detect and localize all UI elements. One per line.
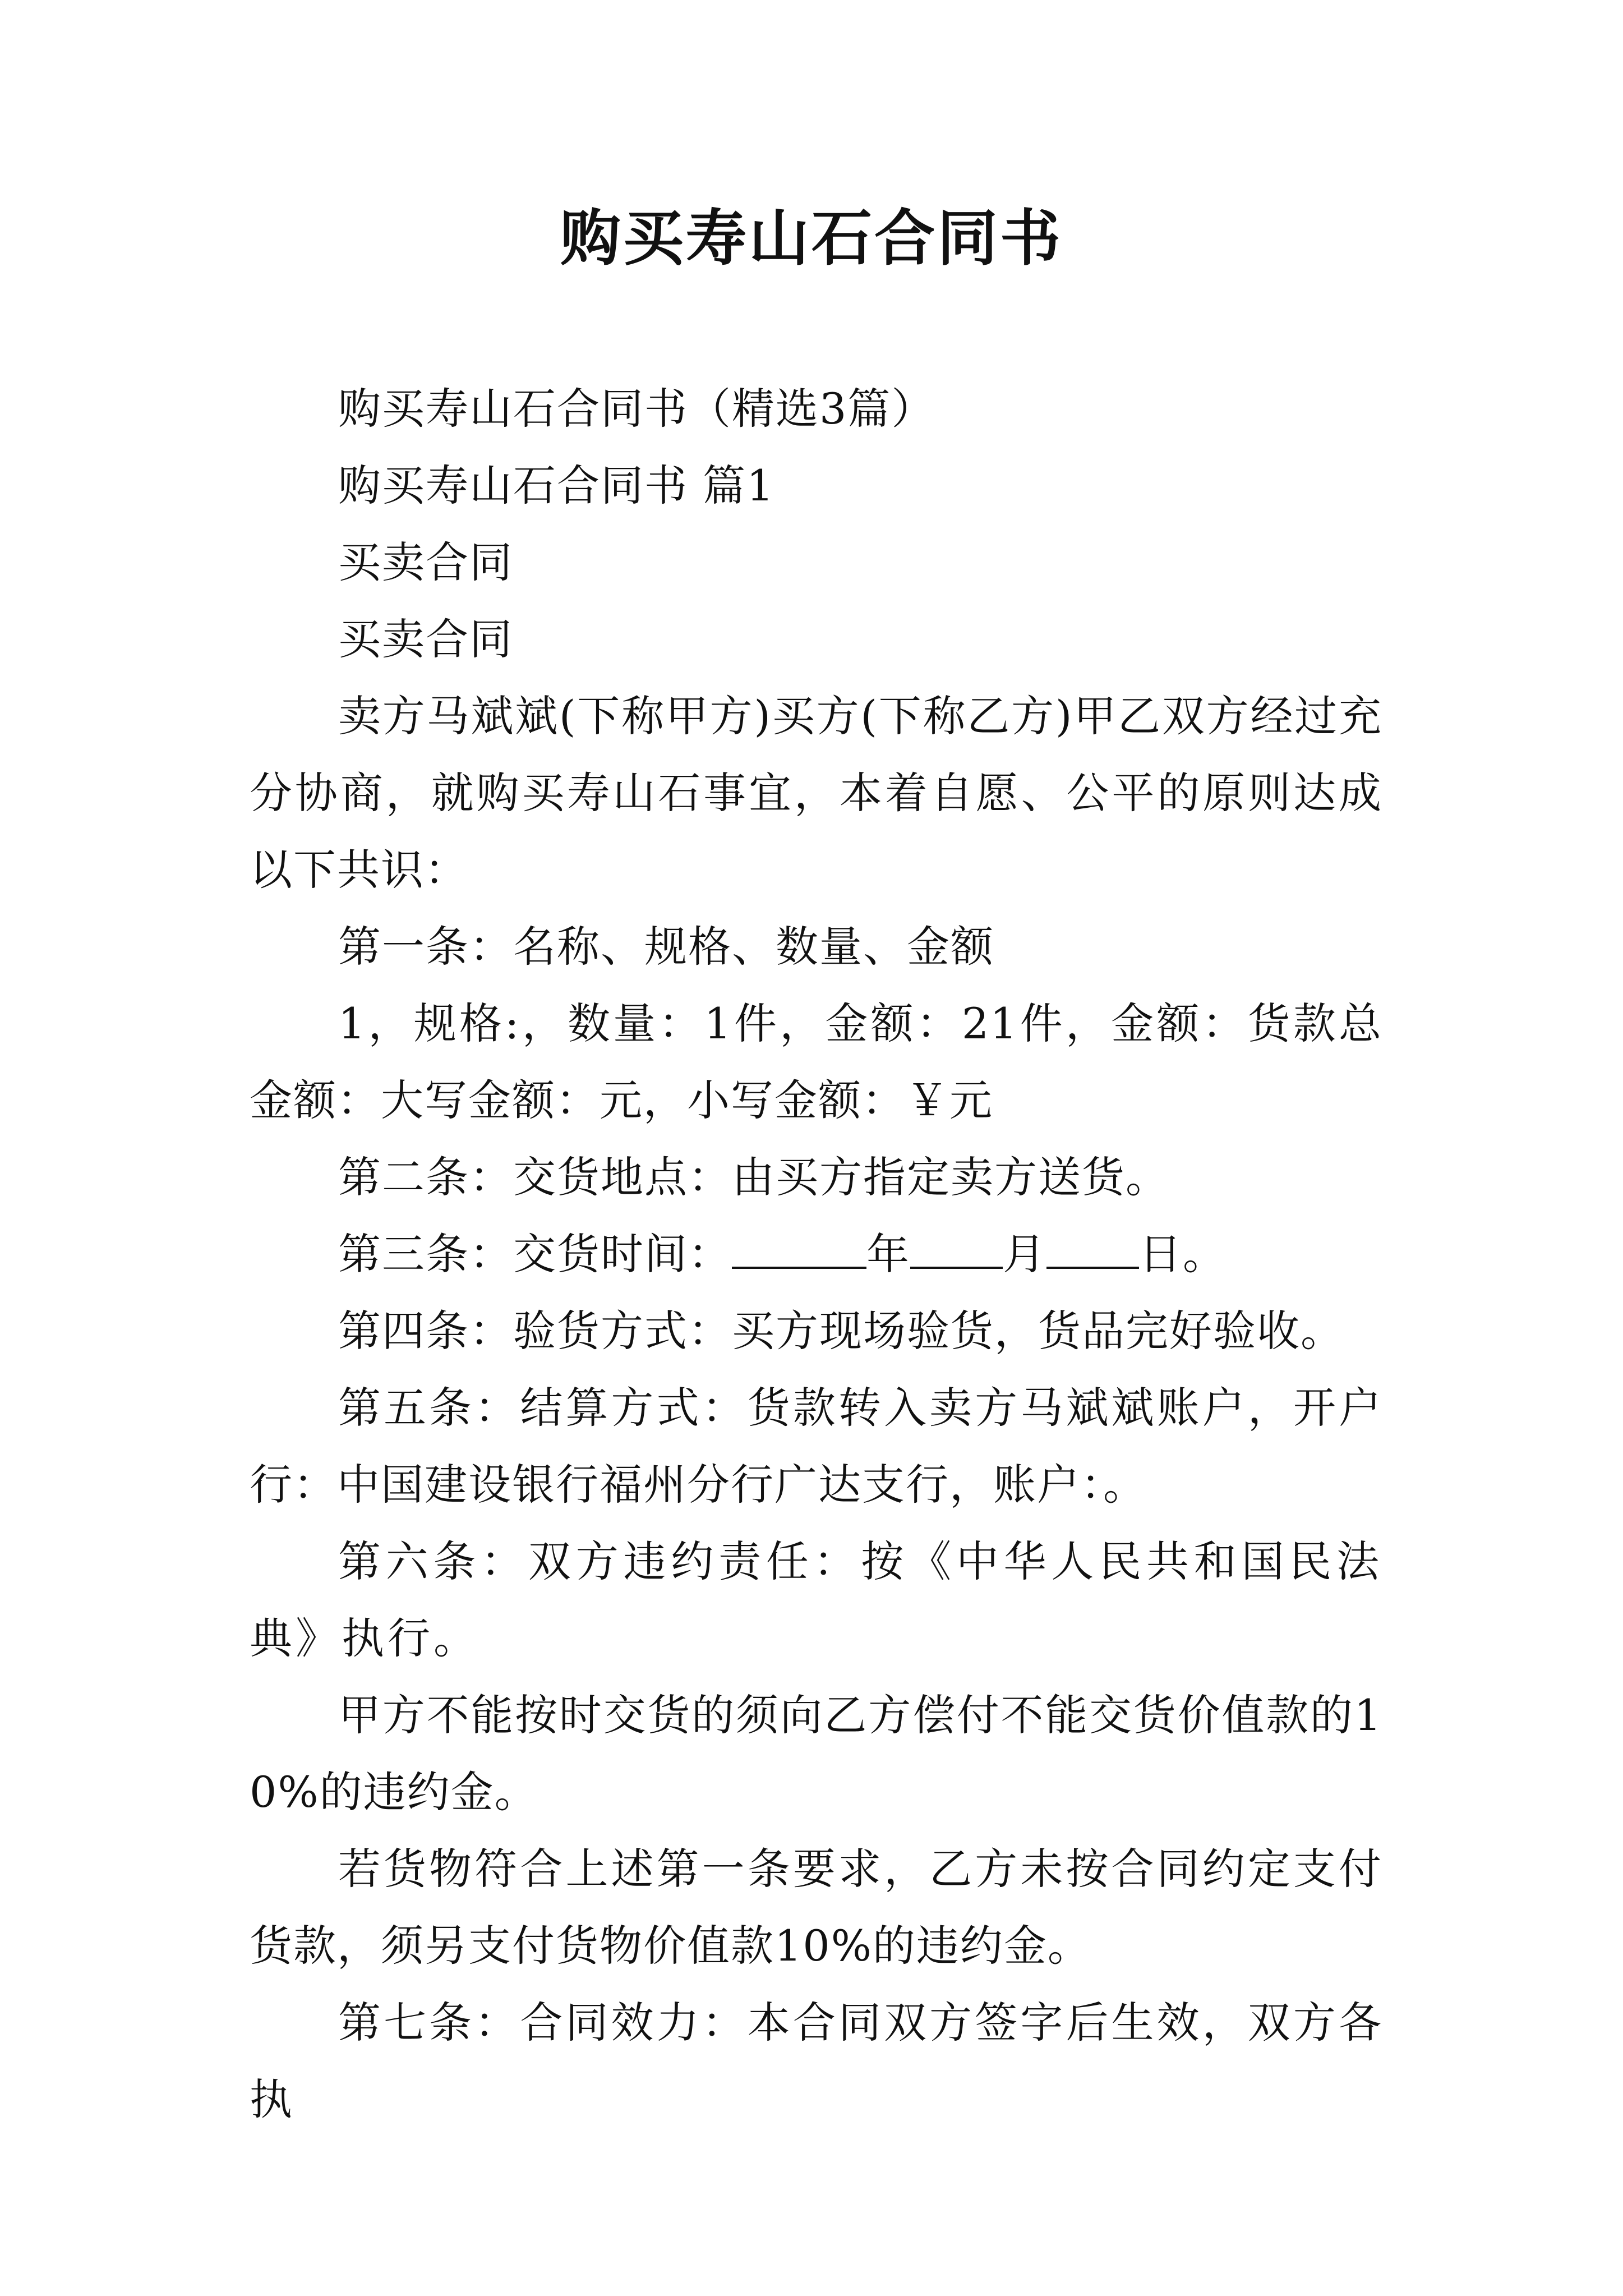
document-body	[250, 370, 1382, 2138]
clause-6-paragraph: 第六条：双方违约责任：按《中华人民共和国民法典》执行。	[250, 1536, 1382, 1663]
document-title: 购买寿山石合同书	[560, 203, 1063, 274]
month-label: 月	[1003, 1229, 1046, 1279]
seller-penalty-paragraph: 甲方不能按时交货的须向乙方偿付不能交货价值款的10%的违约金。	[250, 1690, 1382, 1817]
clause-3-paragraph	[250, 1216, 1382, 1292]
clause-7-paragraph: 第七条：合同效力：本合同双方签字后生效，双方各执	[250, 1998, 1382, 2124]
day-label: 日。	[1139, 1229, 1227, 1279]
buyer-penalty-paragraph: 若货物符合上述第一条要求，乙方未按合同约定支付货款，须另支付货物价值款10%的违约金。	[250, 1844, 1382, 1971]
year-label: 年	[866, 1229, 910, 1279]
clause-1-details: 1，规格:，数量：1件，金额：21件，金额：货款总金额：大写金额：元，小写金额：￥元	[250, 999, 1382, 1125]
contract-heading: 买卖合同	[338, 537, 513, 587]
section-heading: 购买寿山石合同书 篇1	[338, 461, 775, 510]
parties-paragraph: 卖方马斌斌(下称甲方)买方(下称乙方)甲乙双方经过充分协商，就购买寿山石事宜，本着自愿、公平的原则达成以下共识：	[250, 691, 1382, 895]
subtitle-paragraph: 购买寿山石合同书（精选3篇）	[338, 384, 935, 434]
delivery-time-label: 第三条：交货时间：	[338, 1229, 732, 1279]
clause-5-paragraph: 第五条：结算方式：货款转入卖方马斌斌账户，开户行：中国建设银行福州分行广达支行，账户：。	[250, 1383, 1382, 1510]
clause-4-paragraph: 第四条：验货方式：买方现场验货，货品完好验收。	[338, 1306, 1344, 1356]
month-blank	[910, 1230, 1003, 1269]
year-blank	[732, 1230, 866, 1269]
day-blank	[1046, 1230, 1139, 1269]
clause-1-heading: 第一条：名称、规格、数量、金额	[338, 922, 994, 972]
contract-heading-repeat: 买卖合同	[338, 614, 513, 664]
clause-2-paragraph: 第二条：交货地点：由买方指定卖方送货。	[338, 1152, 1169, 1202]
